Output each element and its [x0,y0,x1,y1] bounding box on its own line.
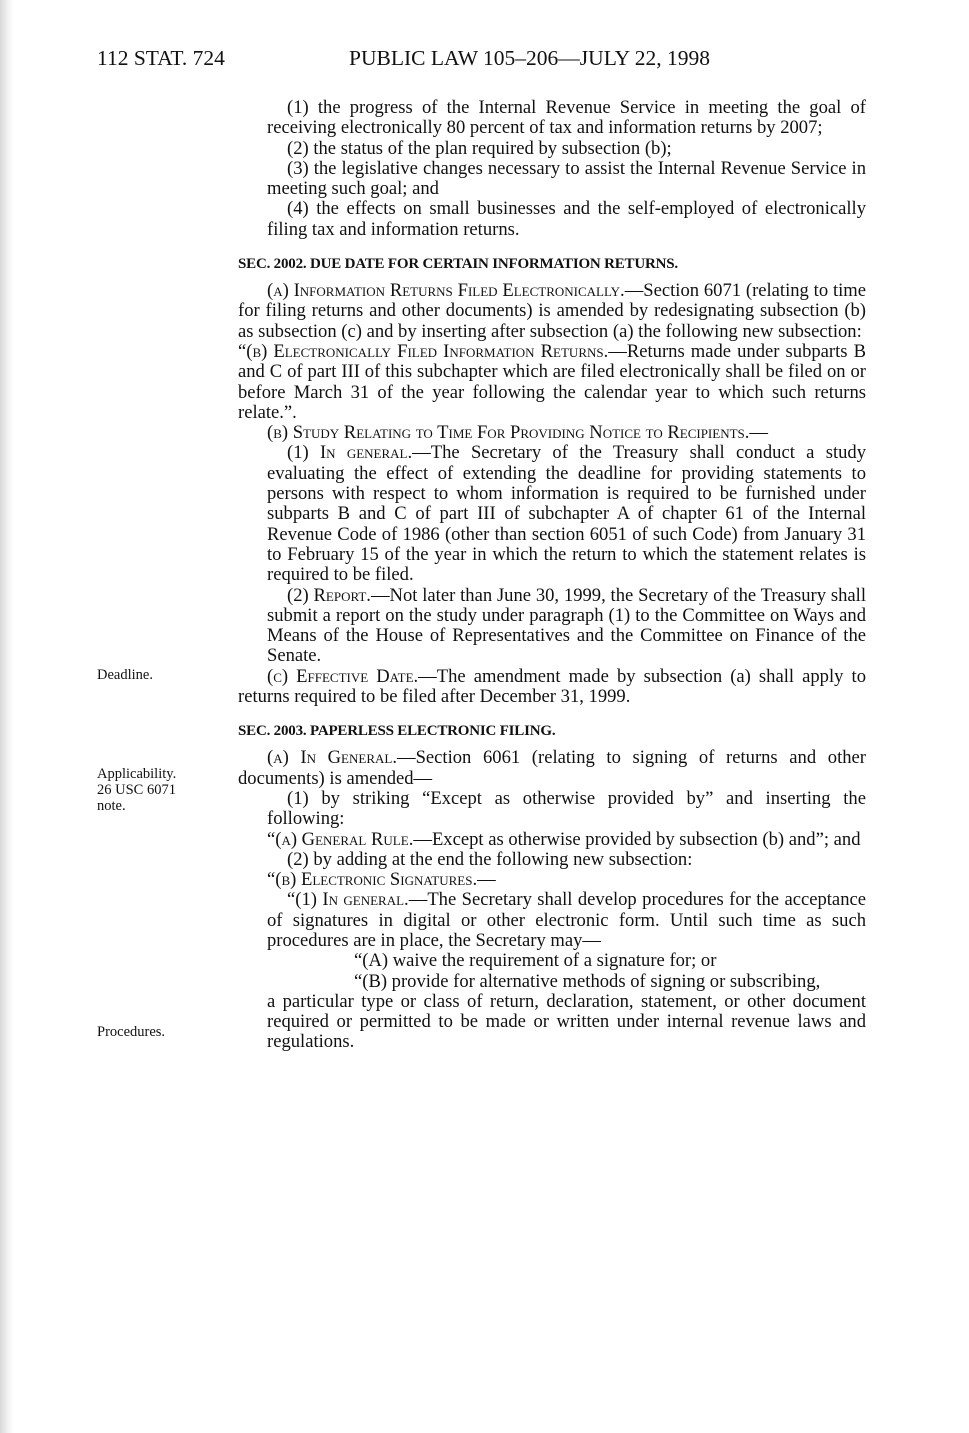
subsection-heading: (c) Effective Date. [267,665,419,687]
running-title: PUBLIC LAW 105–206—JULY 22, 1998 [349,46,711,70]
paragraph-text: —Not later than June 30, 1999, the Secretary of the Treasury shall submit a report on the study under paragraph (1) to the Committee on Ways and Means of the House of Representatives and the Committee on Finance of the Senate. [267,584,866,667]
margin-note-line: Applicability. [97,766,177,782]
section-heading-2002: SEC. 2002. DUE DATE FOR CERTAIN INFORMATION RETURNS. [238,256,678,273]
margin-note-line: note. [97,798,126,814]
scan-page-edge [0,0,14,1433]
statute-page-id: 112 STAT. 724 [97,46,225,70]
margin-note-procedures: Procedures. [97,1024,166,1040]
subsection-2002-c [238,667,866,708]
paragraph-heading: “(1) In general. [287,889,409,911]
subparagraph-A: “(A) waive the requirement of a signature for; or [354,950,717,972]
subsection-dash: — [749,422,769,444]
section-heading-2003: SEC. 2003. PAPERLESS ELECTRONIC FILING. [238,723,556,740]
subsection-2003-a [238,748,866,789]
paragraph-text: —The Secretary of the Treasury shall conduct a study evaluating the effect of extending the deadline for providing statements to persons with respect to whom information is required to be furnished under subparts B and C of part III of subchapter A of chapter 61 of the Internal Revenue Code of 1986 (other than section 6051 of such Code) from January 31 to February 15 of the year in which the return to which the statement relates is required to be filed. [267,442,866,586]
paragraph-2003-b-1 [267,890,866,951]
paragraph-2: (2) the status of the plan required by subsection (b); [287,137,672,159]
quoted-heading: “(a) General Rule. [267,828,414,850]
paragraph-tail: a particular type or class of return, declaration, statement, or other document required or permitted to be made or written under internal revenue laws and regulations. [267,990,866,1053]
paragraph-heading: (1) In general. [287,442,413,464]
quoted-heading: “(b) Electronically Filed Information Returns. [238,340,609,362]
subsection-heading: (a) In General. [267,747,397,769]
quoted-subsection-2002-b [238,342,866,423]
paragraph-4: (4) the effects on small businesses and the self-employed of electronically filing tax and information returns. [267,198,866,240]
statute-body [238,98,866,1053]
page-header [97,46,877,76]
subsection-heading: (a) Information Returns Filed Electronically. [267,280,625,302]
quoted-text: —Returns made under subparts B and C of part III of this subchapter which are filed electronically shall be filed on or before March 31 of the year following the calendar year to which such returns relate.”. [238,340,866,423]
margin-note-deadline: Deadline. [97,667,153,683]
subsection-2002-b [238,423,866,443]
margin-note-applicability [97,766,176,814]
quoted-subsection-2003-a [238,830,866,850]
paragraph-heading: (2) Report. [287,584,371,606]
paragraph-2003-a-1: (1) by striking “Except as otherwise provided by” and inserting the following: [267,787,866,830]
paragraph-2002-b-1 [267,443,866,585]
paragraph-2003-a-2: (2) by adding at the end the following new subsection: [287,848,693,870]
margin-note-line: 26 USC 6071 [97,782,176,798]
subsection-text: —Section 6071 (relating to time for filing returns and other documents) is amended by redesignating subsection (b) as subsection (c) and by inserting after subsection (a) the following new subsection: [238,280,867,342]
quoted-text: —Except as otherwise provided by subsection (b) and”; and [413,828,861,850]
paragraph-1: (1) the progress of the Internal Revenue Service in meeting the goal of receiving electronically 80 percent of tax and information returns by 2007; [267,97,866,139]
subsection-text: —The amendment made by subsection (a) shall apply to returns required to be filed after December 31, 1999. [238,665,866,708]
paragraph-2002-b-2 [267,586,866,667]
subsection-2002-a [238,281,866,342]
quoted-subsection-2003-b: “(b) Electronic Signatures.— [267,869,496,891]
paragraph-text: —The Secretary shall develop procedures for the acceptance of signatures in digital or other electronic form. Until such time as such procedures are in place, the Secretary may— [267,889,866,951]
subparagraph-B: “(B) provide for alternative methods of signing or subscribing, [354,970,821,992]
subsection-heading: (b) Study Relating to Time For Providing Notice to Recipients. [267,422,750,444]
subsection-text: —Section 6061 (relating to signing of returns and other documents) is amended— [238,747,866,789]
paragraph-3: (3) the legislative changes necessary to assist the Internal Revenue Service in meeting such goal; and [267,157,866,200]
